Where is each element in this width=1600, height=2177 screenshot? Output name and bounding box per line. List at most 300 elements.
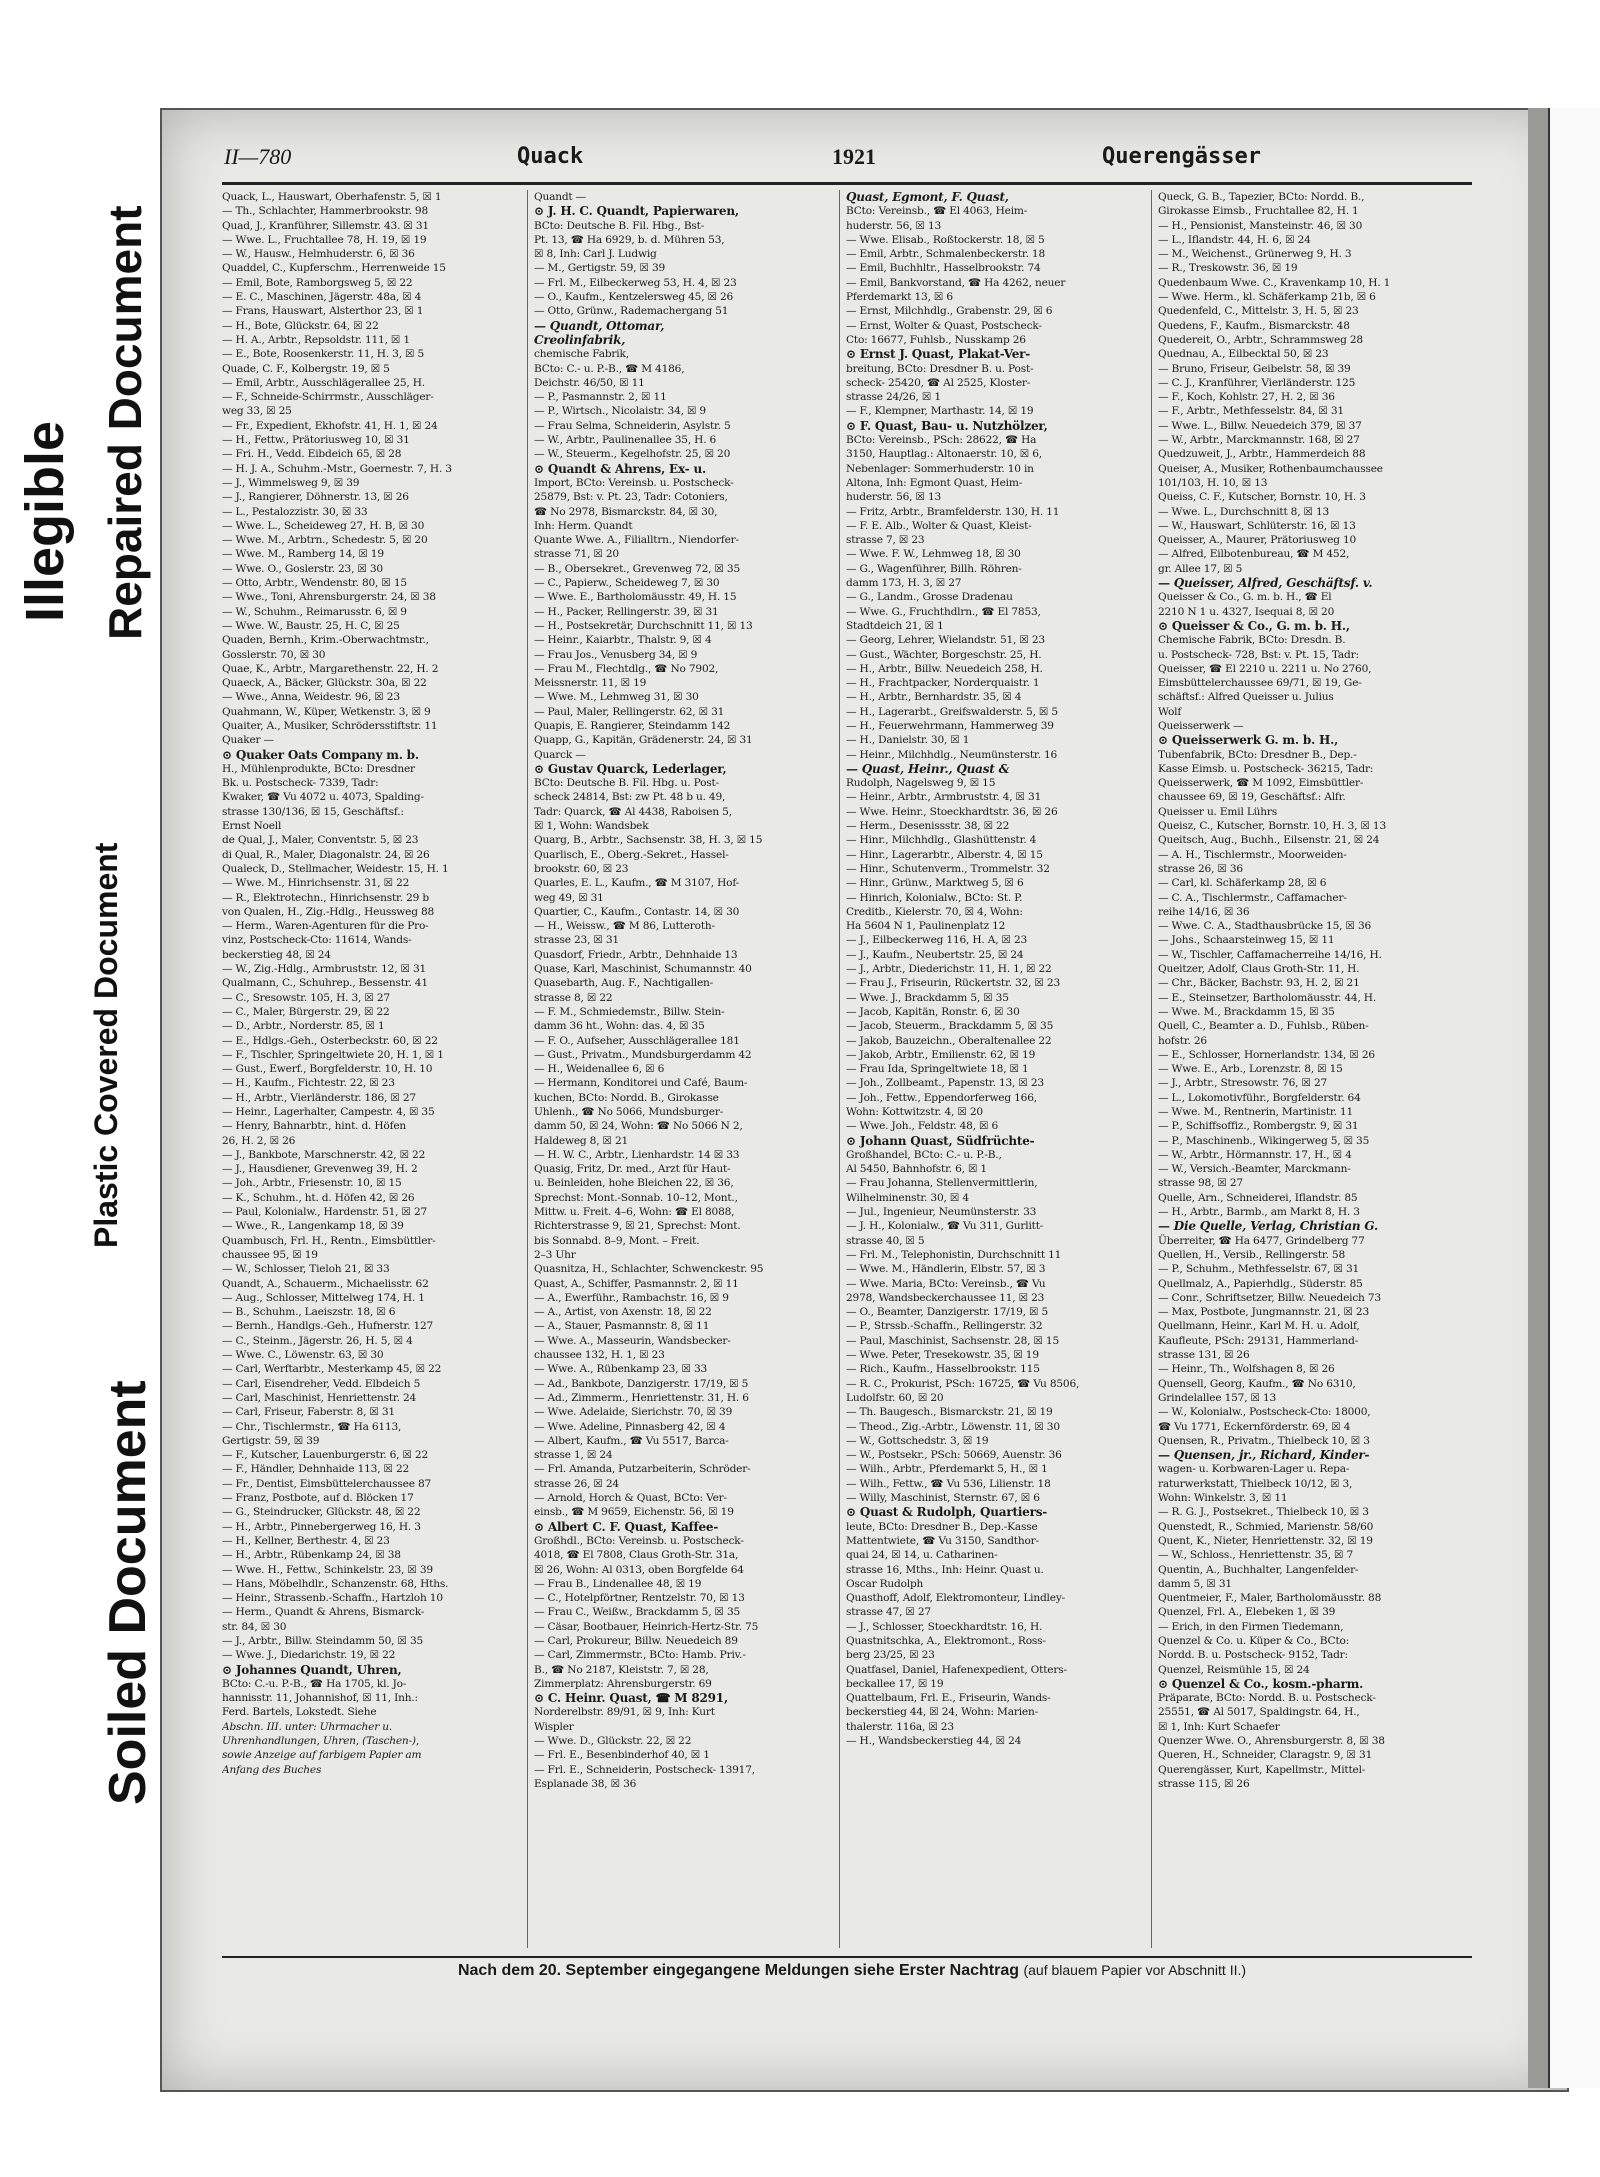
directory-entry: — Hermann, Konditorei und Café, Baum-	[534, 1077, 748, 1090]
directory-entry: — Heinr., Th., Wolfshagen 8, ☒ 26	[1158, 1363, 1335, 1376]
directory-entry: BCto: Deutsche B. Fil. Hbg., Bst-	[534, 219, 705, 232]
directory-entry: Quapp, G., Kapitän, Grädenerstr. 24, ☒ 31	[534, 734, 753, 747]
directory-entry: — Fr., Dentist, Eimsbüttelerchaussee 87	[222, 1477, 432, 1490]
directory-entry: — Quandt, Ottomar,	[534, 318, 665, 333]
directory-entry: — O., Kaufm., Kentzelersweg 45, ☒ 26	[534, 291, 734, 304]
directory-entry: Überreiter, ☎ Ha 6477, Grindelberg 77	[1158, 1234, 1365, 1247]
directory-entry: — Wwe. O., Goslerstr. 23, ☒ 30	[222, 562, 383, 575]
directory-entry: — W., Schloss., Henriettenstr. 35, ☒ 7	[1158, 1549, 1354, 1562]
directory-entry: kuchen, BCto: Nordd. B., Girokasse	[534, 1091, 719, 1104]
directory-entry: — Ernst, Milchhdlg., Grabenstr. 29, ☒ 6	[846, 305, 1053, 318]
directory-entry: — H., Bote, Glückstr. 64, ☒ 22	[222, 319, 379, 332]
directory-entry: Großhandel, BCto: C.- u. P.-B.,	[846, 1148, 1002, 1161]
directory-entry: — Frl. M., Telephonistin, Durchschnitt 11	[846, 1248, 1062, 1261]
directory-entry: huderstr. 56, ☒ 13	[846, 491, 942, 504]
directory-entry: — Carl, Friseur, Faberstr. 8, ☒ 31	[222, 1406, 395, 1419]
directory-entry: Nebenlager: Sommerhuderstr. 10 in	[846, 462, 1034, 475]
directory-entry: — Jakob, Arbtr., Emilienstr. 62, ☒ 19	[846, 1048, 1036, 1061]
directory-entry: beckallee 17, ☒ 19	[846, 1677, 944, 1690]
directory-entry: — Wwe. C. A., Stadthausbrücke 15, ☒ 36	[1158, 920, 1372, 933]
directory-entry: Quase, Karl, Maschinist, Schumannstr. 40	[534, 963, 752, 976]
directory-entry: Uhrenhandlungen, Uhren, (Taschen-),	[222, 1735, 419, 1748]
directory-entry: — P., Schuhm., Methfesselstr. 67, ☒ 31	[1158, 1263, 1360, 1276]
directory-entry: — Wwe. Herm., kl. Schäferkamp 21b, ☒ 6	[1158, 291, 1376, 304]
directory-entry: — Wwe. Elisab., Roßtockerstr. 18, ☒ 5	[846, 233, 1045, 246]
directory-entry: — W., Schuhm., Reimarusstr. 6, ☒ 9	[222, 605, 407, 618]
directory-entry: — W., Arbtr., Marckmannstr. 168, ☒ 27	[1158, 434, 1360, 447]
directory-entry: — Willy, Maschinist, Sternstr. 67, ☒ 6	[846, 1492, 1040, 1505]
directory-entry: — W., Steuerm., Kegelhofstr. 25, ☒ 20	[534, 448, 731, 461]
directory-entry: Querengässer, Kurt, Kapellmstr., Mittel-	[1158, 1763, 1366, 1776]
directory-entry: — Jacob, Kapitän, Ronstr. 6, ☒ 30	[846, 1005, 1020, 1018]
directory-entry: — F., Klempner, Marthastr. 14, ☒ 19	[846, 405, 1034, 418]
footer-small: (auf blauem Papier vor Abschnitt II.)	[1023, 1962, 1247, 1978]
directory-entry: Quedereit, O., Arbtr., Schrammsweg 28	[1158, 333, 1363, 346]
directory-entry: — H., Lagerarbt., Greifswalderstr. 5, ☒ 5	[846, 705, 1058, 718]
directory-entry: — Wwe. J., Diedarichstr. 19, ☒ 22	[222, 1649, 396, 1662]
directory-entry: Haldeweg 8, ☒ 21	[534, 1134, 629, 1147]
directory-entry: Queisserwerk, ☎ M 1092, Eimsbüttler-	[1158, 777, 1364, 790]
directory-entry: — L., Pestalozzistr. 30, ☒ 33	[222, 505, 368, 518]
directory-entry: — Frau Ida, Springeltwiete 18, ☒ 1	[846, 1063, 1029, 1076]
directory-entry: Queiser, A., Musiker, Rothenbaumchaussee	[1158, 462, 1383, 475]
directory-entry: Quante Wwe. A., Filialltrn., Niendorfer-	[534, 534, 739, 547]
directory-entry: — W., Hauswart, Schlüterstr. 16, ☒ 13	[1158, 519, 1356, 532]
directory-entry: Quentin, A., Buchhalter, Langenfelder-	[1158, 1563, 1359, 1576]
page-header	[172, 138, 1472, 176]
directory-entry: Quad, J., Kranführer, Sillemstr. 43. ☒ 31	[222, 219, 429, 232]
column-divider	[527, 190, 528, 1948]
directory-entry: Pferdemarkt 13, ☒ 6	[846, 291, 953, 304]
directory-entry: Wolf	[1158, 705, 1182, 718]
directory-entry: — Frau C., Weißw., Brackdamm 5, ☒ 35	[534, 1606, 741, 1619]
directory-entry: — A., Artist, von Axenstr. 18, ☒ 22	[534, 1306, 712, 1319]
directory-entry: — Georg, Lehrer, Wielandstr. 51, ☒ 23	[846, 634, 1045, 647]
directory-entry: Wohn: Kottwitzstr. 4, ☒ 20	[846, 1106, 983, 1118]
directory-entry: — P., Schiffsoffiz., Rombergstr. 9, ☒ 31	[1158, 1120, 1359, 1133]
directory-entry: — Hinr., Grünw., Marktweg 5, ☒ 6	[846, 877, 1024, 890]
directory-entry: 2978, Wandsbeckerchaussee 11, ☒ 23	[846, 1291, 1045, 1304]
directory-entry: — G., Steindrucker, Glückstr. 48, ☒ 22	[222, 1506, 421, 1519]
directory-entry: — C. J., Kranführer, Vierländerstr. 125	[1158, 376, 1356, 389]
column-1	[222, 190, 522, 1948]
directory-entry: strasse 26, ☒ 36	[1158, 862, 1243, 875]
directory-entry: — Wwe. L., Scheideweg 27, H. B, ☒ 30	[222, 519, 425, 532]
directory-entry: Quade, C. F., Kolbergstr. 19, ☒ 5	[222, 362, 390, 375]
illegible-label: Illegible	[15, 420, 75, 622]
directory-entry: — H., Packer, Rellingerstr. 39, ☒ 31	[534, 605, 719, 618]
directory-entry: thalerstr. 116a, ☒ 23	[846, 1720, 954, 1733]
directory-entry: Quarlisch, E., Oberg.-Sekret., Hassel-	[534, 848, 729, 861]
directory-entry: beckerstieg 44, ☒ 24, Wohn: Marien-	[846, 1706, 1038, 1719]
directory-entry: — Hans, Möbelhdlr., Schanzenstr. 68, Hths.	[222, 1577, 449, 1590]
directory-entry: — Quensen, jr., Richard, Kinder-	[1158, 1448, 1370, 1463]
directory-entry: ⊙ Quenzel & Co., kosm.-pharm.	[1158, 1676, 1364, 1691]
directory-entry: — Chr., Bäcker, Bachstr. 93, H. 2, ☒ 21	[1158, 977, 1360, 990]
directory-entry: leute, BCto: Dresdner B., Dep.-Kasse	[846, 1520, 1038, 1533]
directory-entry: Quasthoff, Adolf, Elektromonteur, Lindley-	[846, 1592, 1065, 1605]
column-4	[1158, 190, 1458, 1948]
directory-entry: strasse 130/136, ☒ 15, Geschäftsf.:	[222, 805, 404, 818]
directory-entry: — F. O., Aufseher, Ausschlägerallee 181	[534, 1034, 740, 1047]
directory-entry: — J. H., Kolonialw., ☎ Vu 311, Gurlitt-	[846, 1220, 1044, 1233]
directory-entry: ⊙ C. Heinr. Quast, ☎ M 8291,	[534, 1691, 728, 1706]
directory-entry: weg 33, ☒ 25	[222, 405, 292, 418]
directory-entry: — Theod., Zig.-Arbtr., Löwenstr. 11, ☒ 30	[846, 1420, 1060, 1433]
directory-entry: — J., Hausdiener, Grevenweg 39, H. 2	[222, 1163, 418, 1176]
directory-entry: — Th. Baugesch., Bismarckstr. 21, ☒ 19	[846, 1406, 1053, 1419]
directory-entry: strasse 71, ☒ 20	[534, 548, 619, 561]
directory-entry: ☒ 1, Wohn: Wandsbek	[534, 820, 649, 833]
directory-entry: — E., Steinsetzer, Bartholomäusstr. 44, H.	[1158, 991, 1376, 1004]
directory-entry: — R. G. J., Postsekret., Thielbeck 10, ☒ 3	[1158, 1506, 1369, 1519]
directory-entry: — Carl, Zimmermstr., BCto: Hamb. Priv.-	[534, 1649, 746, 1662]
directory-entry: ⊙ Johann Quast, Südfrüchte-	[846, 1133, 1035, 1148]
directory-entry: Richterstrasse 9, ☒ 21, Sprechst: Mont.	[534, 1220, 741, 1233]
directory-entry: — Johs., Schaarsteinweg 15, ☒ 11	[1158, 934, 1335, 947]
directory-entry: Pt. 13, ☎ Ha 6929, b. d. Mühren 53,	[534, 233, 725, 246]
directory-entry: — Herm., Desenissstr. 38, ☒ 22	[846, 820, 1010, 833]
directory-entry: Queck, G. B., Tapezier, BCto: Nordd. B.,	[1158, 191, 1365, 203]
page-edge-shadow	[1528, 108, 1548, 2088]
directory-entry: — H., Kellner, Berthestr. 4, ☒ 23	[222, 1534, 390, 1547]
directory-entry: — Frau B., Lindenallee 48, ☒ 19	[534, 1577, 702, 1590]
directory-entry: — E., Schlosser, Hornerlandstr. 134, ☒ 26	[1158, 1048, 1375, 1061]
directory-entry: — G., Landm., Grosse Dradenau	[846, 591, 1013, 604]
directory-entry: scheck- 25420, ☎ Al 2525, Kloster-	[846, 376, 1031, 389]
repaired-document-label: Repaired Document	[99, 205, 151, 640]
directory-entry: — F., Arbtr., Methfesselstr. 84, ☒ 31	[1158, 405, 1344, 418]
directory-entry: — Wwe. M., Brackdamm 15, ☒ 35	[1158, 1005, 1335, 1018]
directory-entry: H., Mühlenprodukte, BCto: Dresdner	[222, 762, 415, 775]
directory-entry: ⊙ Albert C. F. Quast, Kaffee-	[534, 1519, 719, 1534]
directory-entry: Quentmeier, F., Maler, Bartholomäusstr. 88	[1158, 1592, 1382, 1605]
directory-entry: de Qual, J., Maler, Conventstr. 5, ☒ 23	[222, 834, 419, 847]
directory-entry: — L., Lokomotivführ., Borgfelderstr. 64	[1158, 1091, 1361, 1104]
directory-entry: Quatfasel, Daniel, Hafenexpedient, Otters-	[846, 1663, 1067, 1676]
directory-entry: — C. A., Tischlermstr., Caffamacher-	[1158, 891, 1347, 904]
directory-entry: ⊙ Gustav Quarck, Lederlager,	[534, 761, 727, 776]
directory-entry: — Alfred, Eilbotenbureau, ☎ M 452,	[1158, 548, 1350, 561]
footer-note	[232, 1962, 1472, 1980]
directory-entry: — F., Händler, Dehnhaide 113, ☒ 22	[222, 1463, 410, 1476]
directory-entry: — H., Weidenallee 6, ☒ 6	[534, 1063, 665, 1076]
directory-entry: — Frl. E., Schneiderin, Postscheck- 13917,	[534, 1763, 755, 1776]
directory-entry: Quarles, E. L., Kaufm., ☎ M 3107, Hof-	[534, 877, 740, 890]
directory-entry: Queitzer, Adolf, Claus Groth-Str. 11, H.	[1158, 963, 1360, 976]
directory-entry: chemische Fabrik,	[534, 348, 629, 361]
directory-entry: — Jakob, Bauzeichn., Oberaltenallee 22	[846, 1034, 1052, 1047]
directory-entry: — Max, Postbote, Jungmannstr. 21, ☒ 23	[1158, 1306, 1369, 1319]
directory-entry: — W., Versich.-Beamter, Marckmann-	[1158, 1163, 1351, 1176]
directory-entry: ☒ 1, Inh: Kurt Schaefer	[1158, 1720, 1280, 1733]
page-number: II—780	[224, 144, 292, 169]
directory-entry: Quapis, E. Rangierer, Steindamm 142	[534, 719, 731, 732]
directory-entry: strasse 16, Mths., Inh: Heinr. Quast u.	[846, 1563, 1044, 1576]
footer-main: Nach dem 20. September eingegangene Meldungen siehe Erster Nachtrag	[457, 1962, 1020, 1979]
directory-entry: — Th., Schlachter, Hammerbrookstr. 98	[222, 205, 428, 218]
directory-entry: — H. J. A., Schuhm.-Mstr., Goernestr. 7, H. 3	[222, 462, 452, 475]
directory-entry: — Wwe. M., Lehmweg 31, ☒ 30	[534, 691, 699, 704]
directory-entry: bis Sonnabd. 8–9, Mont. – Freit.	[534, 1234, 700, 1247]
directory-entry: — Wwe. F. W., Lehmweg 18, ☒ 30	[846, 548, 1021, 561]
directory-entry: Queisser, ☎ El 2210 u. 2211 u. No 2760,	[1158, 662, 1372, 675]
directory-entry: — W., Zig.-Hdlg., Armbruststr. 12, ☒ 31	[222, 963, 427, 976]
directory-entry: u. Beinleiden, hohe Bleichen 22, ☒ 36,	[534, 1177, 734, 1190]
directory-entry: — Fri. H., Vedd. Eibdeich 65, ☒ 28	[222, 448, 402, 461]
column-3	[846, 190, 1146, 1948]
directory-entry: Quensen, R., Privatm., Thielbeck 10, ☒ 3	[1158, 1434, 1370, 1447]
directory-entry: — Wwe. A., Masseurin, Wandsbecker-	[534, 1334, 731, 1347]
directory-entry: Queisser u. Emil Lührs	[1158, 805, 1278, 818]
directory-entry: huderstr. 56, ☒ 13	[846, 219, 942, 232]
directory-entry: Ha 5604 N 1, Paulinenplatz 12	[846, 920, 1006, 933]
directory-entry: — H., Arbtr., Vierländerstr. 186, ☒ 27	[222, 1091, 416, 1104]
directory-entry: — H. W. C., Arbtr., Lienhardstr. 14 ☒ 33	[534, 1148, 740, 1161]
directory-entry: 25551, ☎ Al 5017, Spaldingstr. 64, H.,	[1158, 1706, 1360, 1719]
directory-entry: — Wilh., Fettw., ☎ Vu 536, Lilienstr. 18	[846, 1477, 1051, 1490]
directory-entry: — Erich, in den Firmen Tiedemann,	[1158, 1620, 1344, 1633]
directory-entry: — Wwe. L., Durchschnitt 8, ☒ 13	[1158, 505, 1330, 518]
directory-entry: — C., Papierw., Scheideweg 7, ☒ 30	[534, 577, 720, 590]
directory-page	[172, 138, 1472, 2068]
directory-entry: Uhlenh., ☎ No 5066, Mundsburger-	[534, 1106, 724, 1118]
directory-entry: — H., Weissw., ☎ M 86, Lutteroth-	[534, 920, 715, 933]
directory-entry: Quellen, H., Versib., Rellingerstr. 58	[1158, 1248, 1345, 1261]
directory-entry: — Queisser, Alfred, Geschäftsf. v.	[1158, 576, 1373, 591]
directory-entry: — Wwe. G., Fruchthdlrn., ☎ El 7853,	[846, 605, 1041, 618]
directory-entry: — H., Frachtpacker, Norderquaistr. 1	[846, 677, 1040, 690]
directory-entry: — Wwe. D., Glückstr. 22, ☒ 22	[534, 1735, 692, 1748]
directory-entry: strasse 98, ☒ 27	[1158, 1177, 1243, 1190]
directory-entry: — Bruno, Friseur, Geibelstr. 58, ☒ 39	[1158, 362, 1351, 375]
directory-entry: Tubenfabrik, BCto: Dresdner B., Dep.-	[1158, 748, 1357, 761]
directory-entry: — Conr., Schriftsetzer, Billw. Neuedeich 73	[1158, 1291, 1381, 1304]
directory-entry: Ludolfstr. 60, ☒ 20	[846, 1391, 944, 1404]
directory-entry: — Jul., Ingenieur, Neumünsterstr. 33	[846, 1206, 1037, 1219]
directory-entry: — F. M., Schmiedemstr., Billw. Stein-	[534, 1005, 725, 1018]
directory-entry: — P., Pasmannstr. 2, ☒ 11	[534, 391, 667, 404]
directory-entry: Quahmann, W., Küper, Wetkenstr. 3, ☒ 9	[222, 705, 431, 718]
scanned-directory-page	[160, 108, 1569, 2092]
directory-entry: — W., Postsekr., PSch: 50669, Auenstr. 36	[846, 1449, 1062, 1462]
directory-entry: Meissnerstr. 11, ☒ 19	[534, 677, 647, 690]
directory-entry: — Joh., Zollbeamt., Papenstr. 13, ☒ 23	[846, 1077, 1044, 1090]
directory-entry: — Heinr., Strassenb.-Schaffn., Hartzloh 10	[222, 1592, 443, 1605]
directory-entry: — H., Feuerwehrmann, Hammerweg 39	[846, 719, 1054, 732]
directory-entry: strasse 40, ☒ 5	[846, 1234, 925, 1247]
directory-entry: — Paul, Kolonialw., Hardenstr. 51, ☒ 27	[222, 1206, 428, 1219]
directory-entry: — Frau Selma, Schneiderin, Asylstr. 5	[534, 419, 731, 432]
directory-entry: Rudolph, Nagelsweg 9, ☒ 15	[846, 777, 996, 790]
directory-entry: — Wwe. M., Rentnerin, Martinistr. 11	[1158, 1106, 1353, 1118]
directory-entry: — F., Schneide-Schirrmstr., Ausschläger-	[222, 391, 434, 404]
directory-entry: — C., Hotelpförtner, Rentzelstr. 70, ☒ 13	[534, 1592, 745, 1605]
directory-entry: Norderelbstr. 89/91, ☒ 9, Inh: Kurt	[534, 1706, 715, 1719]
directory-entry: — Wwe. Peter, Tresekowstr. 35, ☒ 19	[846, 1349, 1039, 1362]
directory-entry: Großhdl., BCto: Vereinsb. u. Postscheck-	[534, 1534, 744, 1547]
directory-entry: Gosslerstr. 70, ☒ 30	[222, 648, 326, 661]
directory-entry: 3150, Hauptlag.: Altonaerstr. 10, ☒ 6,	[846, 448, 1042, 461]
directory-entry: ☒ 8, Inh: Carl J. Ludwig	[534, 248, 657, 261]
directory-entry: ⊙ Queisser & Co., G. m. b. H.,	[1158, 618, 1350, 633]
directory-entry: Quenzel & Co. u. Küper & Co., BCto:	[1158, 1634, 1350, 1647]
directory-entry: quai 24, ☒ 14, u. Catharinen-	[846, 1549, 998, 1562]
directory-entry: Quenzer Wwe. O., Ahrensburgerstr. 8, ☒ 38	[1158, 1735, 1385, 1748]
directory-entry: BCto: Vereinsb., PSch: 28622, ☎ Ha	[846, 434, 1037, 447]
adjacent-page-edge	[1548, 108, 1600, 2088]
directory-entry: — Bernh., Handlgs.-Geh., Hufnerstr. 127	[222, 1320, 434, 1333]
directory-entry: — Frau J., Friseurin, Rückertstr. 32, ☒ 23	[846, 977, 1060, 990]
directory-entry: — Heinr., Arbtr., Armbruststr. 4, ☒ 31	[846, 791, 1042, 804]
directory-entry: — W., Tischler, Caffamacherreihe 14/16, H.	[1158, 948, 1382, 961]
directory-entry: — O., Beamter, Danzigerstr. 17/19, ☒ 5	[846, 1306, 1049, 1319]
directory-entry: hofstr. 26	[1158, 1034, 1207, 1047]
directory-entry: — A., Ewerführ., Rambachstr. 16, ☒ 9	[534, 1291, 729, 1304]
directory-entry: damm 50, ☒ 24, Wohn: ☎ No 5066 N 2,	[534, 1120, 743, 1133]
directory-entry: — Wwe. L., Fruchtallee 78, H. 19, ☒ 19	[222, 233, 427, 246]
directory-entry: ⊙ Ernst J. Quast, Plakat-Ver-	[846, 347, 1031, 362]
directory-entry: Sprechst: Mont.-Sonnab. 10–12, Mont.,	[534, 1191, 738, 1204]
directory-entry: Quattelbaum, Frl. E., Friseurin, Wands-	[846, 1692, 1051, 1705]
directory-entry: — Wwe. Maria, BCto: Vereinsb., ☎ Vu	[846, 1277, 1046, 1290]
directory-entry: — E. C., Maschinen, Jägerstr. 48a, ☒ 4	[222, 291, 422, 304]
directory-entry: chaussee 95, ☒ 19	[222, 1248, 318, 1261]
directory-entry: — P., Strssb.-Schaffn., Rellingerstr. 32	[846, 1320, 1043, 1333]
directory-entry: einsb., ☎ M 9659, Eichenstr. 56, ☒ 19	[534, 1506, 734, 1519]
directory-entry: — Ad., Bankbote, Danzigerstr. 17/19, ☒ 5	[534, 1377, 749, 1390]
directory-entry: — Frau Jos., Venusberg 34, ☒ 9	[534, 648, 698, 661]
directory-entry: — B., Schuhm., Laeiszstr. 18, ☒ 6	[222, 1306, 396, 1319]
directory-entry: — Fr., Expedient, Ekhofstr. 41, H. 1, ☒ 24	[222, 419, 438, 432]
directory-entry: — Carl, Prokureur, Billw. Neuedeich 89	[534, 1634, 738, 1647]
header-last-entry: Querengässer	[1102, 144, 1261, 169]
directory-entry: 26, H. 2, ☒ 26	[222, 1134, 296, 1147]
column-2	[534, 190, 834, 1948]
column-divider	[839, 190, 840, 1948]
directory-entry: breitung, BCto: Dresdner B. u. Post-	[846, 362, 1034, 375]
directory-entry: — M., Gertigstr. 59, ☒ 39	[534, 262, 666, 275]
directory-entry: Quastnitschka, A., Elektromont., Ross-	[846, 1634, 1046, 1647]
directory-entry: — J., Wimmelsweg 9, ☒ 39	[222, 476, 360, 489]
directory-entry: Quasig, Fritz, Dr. med., Arzt für Haut-	[534, 1163, 731, 1176]
directory-entry: — H., Arbtr., Barmb., am Markt 8, H. 3	[1158, 1206, 1360, 1219]
directory-entry: Queisser & Co., G. m. b. H., ☎ El	[1158, 591, 1332, 604]
directory-entry: — Heinr., Lagerhalter, Campestr. 4, ☒ 35	[222, 1106, 435, 1118]
directory-entry: strasse 131, ☒ 26	[1158, 1349, 1250, 1362]
directory-entry: — Wwe. M., Ramberg 14, ☒ 19	[222, 548, 384, 561]
directory-entry: — Franz, Postbote, auf d. Blöcken 17	[222, 1492, 414, 1505]
directory-entry: ☎ Vu 1771, Eckernförderstr. 69, ☒ 4	[1158, 1420, 1351, 1433]
directory-entry: — Paul, Maschinist, Sachsenstr. 28, ☒ 15	[846, 1334, 1060, 1347]
directory-entry: — Cäsar, Bootbauer, Heinrich-Hertz-Str. 75	[534, 1620, 759, 1633]
directory-entry: — E., Hdlgs.-Geh., Osterbeckstr. 60, ☒ 22	[222, 1034, 438, 1047]
directory-entry: Zimmerplatz: Ahrensburgerstr. 69	[534, 1677, 712, 1690]
directory-entry: — Quast, Heinr., Quast &	[846, 761, 1010, 776]
directory-entry: di Qual, R., Maler, Diagonalstr. 24, ☒ 26	[222, 848, 430, 861]
directory-entry: — Wwe., Anna, Weidestr. 96, ☒ 23	[222, 691, 400, 704]
directory-entry: — H., Arbtr., Pinnebergerweg 16, H. 3	[222, 1520, 421, 1533]
directory-entry: Quambusch, Frl. H., Rentn., Eimsbüttler-	[222, 1234, 436, 1247]
directory-entry: Mattentwiete, ☎ Vu 3150, Sandthor-	[846, 1534, 1039, 1547]
directory-entry: — Albert, Kaufm., ☎ Vu 5517, Barca-	[534, 1434, 729, 1447]
directory-entry: — F. E. Alb., Wolter & Quast, Kleist-	[846, 519, 1032, 532]
directory-entry: Inh: Herm. Quandt	[534, 519, 633, 532]
directory-entry: Quell, C., Beamter a. D., Fuhlsb., Rüben-	[1158, 1020, 1369, 1033]
directory-entry: — D., Arbtr., Norderstr. 85, ☒ 1	[222, 1020, 385, 1033]
directory-entry: Quast, Egmont, F. Quast,	[846, 190, 1009, 204]
directory-entry: Kwaker, ☎ Vu 4072 u. 4073, Spalding-	[222, 791, 424, 804]
directory-entry: — W., Kolonialw., Postscheck-Cto: 18000,	[1158, 1406, 1371, 1419]
directory-entry: BCto: C.-u. P.-B., ☎ Ha 1705, kl. Jo-	[222, 1677, 407, 1690]
directory-entry: — A. H., Tischlermstr., Moorweiden-	[1158, 848, 1347, 861]
directory-entry: Quaker —	[222, 734, 274, 747]
directory-entry: — C., Steinm., Jägerstr. 26, H. 5, ☒ 4	[222, 1334, 413, 1347]
directory-entry: — Hinr., Milchhdlg., Glashüttenstr. 4	[846, 834, 1037, 847]
directory-entry: — Wwe. Adeline, Pinnasberg 42, ☒ 4	[534, 1420, 726, 1433]
directory-entry: — F., Koch, Kohlstr. 27, H. 2, ☒ 36	[1158, 391, 1335, 404]
directory-entry: — H., Fettw., Prätoriusweg 10, ☒ 31	[222, 434, 410, 447]
directory-entry: — C., Sresowstr. 105, H. 3, ☒ 27	[222, 991, 390, 1004]
directory-entry: damm 173, H. 3, ☒ 27	[846, 577, 962, 590]
directory-entry: — Ernst, Wolter & Quast, Postscheck-	[846, 319, 1042, 332]
footer-rule	[222, 1956, 1472, 1958]
directory-entry: Quae, K., Arbtr., Margarethenstr. 22, H. 2	[222, 662, 439, 675]
directory-entry: — Paul, Maler, Rellingerstr. 62, ☒ 31	[534, 705, 725, 718]
directory-entry: — H., Danielstr. 30, ☒ 1	[846, 734, 970, 747]
directory-entry: — Wwe. A., Rübenkamp 23, ☒ 33	[534, 1363, 708, 1376]
directory-entry: scheck 24814, Bst: zw Pt. 48 b u. 49,	[534, 791, 726, 804]
directory-entry: Quedenfeld, C., Mittelstr. 3, H. 5, ☒ 23	[1158, 305, 1359, 318]
directory-entry: Quelle, Arn., Schneiderei, Iflandstr. 85	[1158, 1191, 1358, 1204]
directory-entry: — R., Treskowstr. 36, ☒ 19	[1158, 262, 1298, 275]
directory-entry: Kaufleute, PSch: 29131, Hammerland-	[1158, 1334, 1359, 1347]
directory-entry: Queisser, A., Maurer, Prätoriusweg 10	[1158, 534, 1357, 547]
directory-entry: Chemische Fabrik, BCto: Dresdn. B.	[1158, 634, 1346, 647]
directory-entry: — Wwe. H., Fettw., Schinkelstr. 23, ☒ 39	[222, 1563, 433, 1576]
directory-entry: strasse 24/26, ☒ 1	[846, 391, 941, 404]
directory-entry: — Wwe. W., Baustr. 25, H. C, ☒ 25	[222, 619, 400, 632]
directory-entry: Quast, A., Schiffer, Pasmannstr. 2, ☒ 11	[534, 1277, 739, 1290]
directory-entry: — Emil, Arbtr., Schmalenbeckerstr. 18	[846, 248, 1046, 261]
directory-entry: — Fritz, Arbtr., Bramfelderstr. 130, H. 11	[846, 505, 1060, 518]
directory-entry: strasse 47, ☒ 27	[846, 1606, 931, 1619]
directory-entry: — Gust., Ewerf., Borgfelderstr. 10, H. 10	[222, 1063, 433, 1076]
directory-entry: — R., Elektrotechn., Hinrichsenstr. 29 b	[222, 891, 429, 904]
directory-entry: Queiss, C. F., Kutscher, Bornstr. 10, H. 3	[1158, 491, 1366, 504]
directory-entry: Quarg, B., Arbtr., Sachsenstr. 38, H. 3, ☒ 15	[534, 834, 763, 847]
directory-entry: BCto: C.- u. P.-B., ☎ M 4186,	[534, 362, 685, 375]
directory-entry: ⊙ F. Quast, Bau- u. Nutzhölzer,	[846, 418, 1048, 433]
directory-entry: reihe 14/16, ☒ 36	[1158, 905, 1250, 918]
directory-entry: Creditb., Kielerstr. 70, ☒ 4, Wohn:	[846, 905, 1023, 918]
directory-entry: Ferd. Bartels, Lokstedt. Siehe	[222, 1706, 377, 1719]
directory-entry: — J., Eilbeckerweg 116, H. A, ☒ 23	[846, 934, 1028, 947]
directory-entry: — Arnold, Horch & Quast, BCto: Ver-	[534, 1492, 727, 1505]
directory-entry: Quaddel, C., Kupferschm., Herrenweide 15	[222, 262, 446, 275]
directory-entry: — Heinr., Kaiarbtr., Thalstr. 9, ☒ 4	[534, 634, 712, 647]
directory-entry: Quandt, A., Schauerm., Michaelisstr. 62	[222, 1277, 429, 1290]
directory-entry: — Joh., Fettw., Eppendorferweg 166,	[846, 1091, 1037, 1104]
directory-entry: 4018, ☎ El 7808, Claus Groth-Str. 31a,	[534, 1549, 739, 1562]
directory-entry: — W., Arbtr., Hörmannstr. 17, H., ☒ 4	[1158, 1148, 1352, 1161]
directory-entry: — Frl. M., Eilbeckerweg 53, H. 4, ☒ 23	[534, 276, 737, 289]
directory-entry: Mittw. u. Freit. 4–6, Wohn: ☎ El 8088,	[534, 1206, 735, 1219]
directory-entry: Queitsch, Aug., Buchh., Eilsenstr. 21, ☒ 24	[1158, 834, 1380, 847]
directory-entry: sowie Anzeige auf farbigem Papier am	[222, 1749, 422, 1762]
soiled-document-label: Soiled Document	[99, 1380, 157, 1805]
directory-entry: Wohn: Winkelstr. 3, ☒ 11	[1158, 1492, 1288, 1505]
